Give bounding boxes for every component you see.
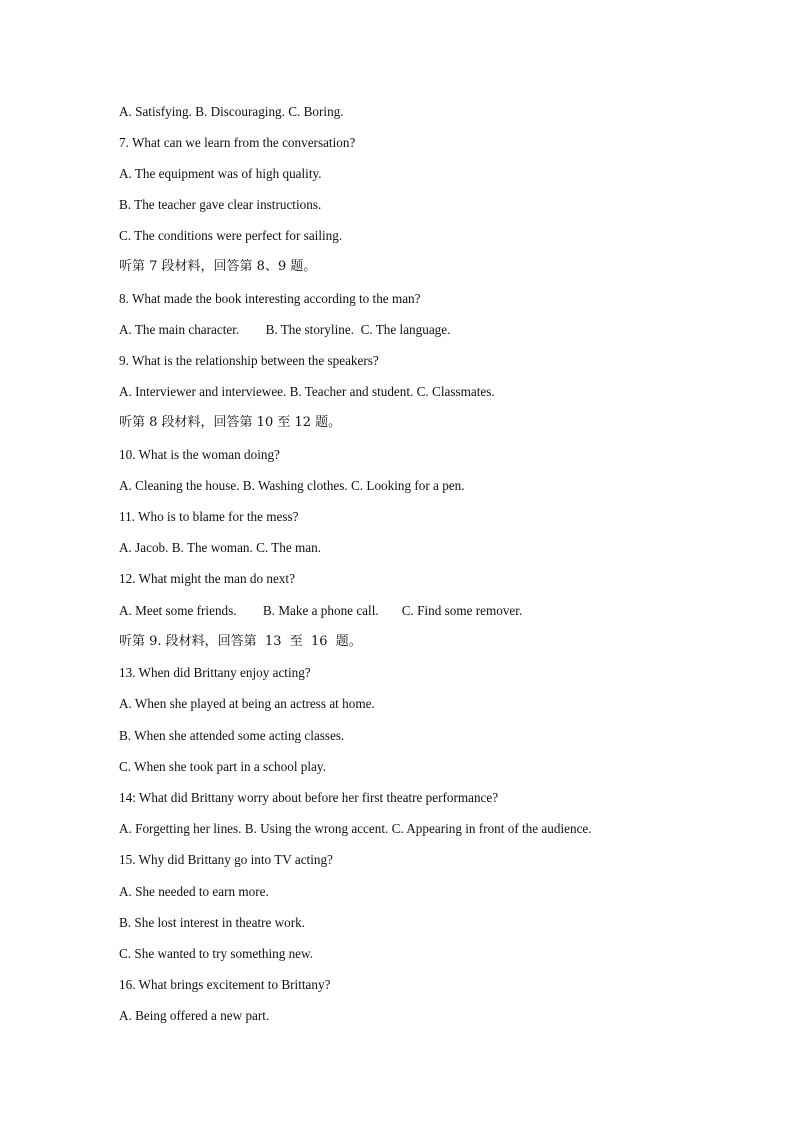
question-8: 8. What made the book interesting according to the man? <box>119 291 421 306</box>
option-15c: C. She wanted to try something new. <box>119 946 313 961</box>
question-14: 14: What did Brittany worry about before her first theatre performance? <box>119 790 499 805</box>
question-12: 12. What might the man do next? <box>119 571 295 586</box>
option-13a: A. When she played at being an actress at home. <box>119 696 375 711</box>
question-15: 15. Why did Brittany go into TV acting? <box>119 852 333 867</box>
option-7c: C. The conditions were perfect for sailing. <box>119 228 343 243</box>
question-16: 16. What brings excitement to Brittany? <box>119 977 331 992</box>
question-7: 7. What can we learn from the conversation? <box>119 135 356 150</box>
section-heading-7: 听第 7 段材料，回答第 8、9 题。 <box>119 259 317 274</box>
answer-options-q11: A. Jacob. B. The woman. C. The man. <box>119 540 322 555</box>
answer-options-q6: A. Satisfying. B. Discouraging. C. Boring. <box>119 104 344 119</box>
question-13: 13. When did Brittany enjoy acting? <box>119 665 311 680</box>
question-10: 10. What is the woman doing? <box>119 447 280 462</box>
answer-options-q14: A. Forgetting her lines. B. Using the wrong accent. C. Appearing in front of the audience. <box>119 821 592 836</box>
answer-options-q10: A. Cleaning the house. B. Washing clothes. C. Looking for a pen. <box>119 478 465 493</box>
answer-options-q8: A. The main character. B. The storyline. C. The language. <box>119 322 451 337</box>
answer-options-q9: A. Interviewer and interviewee. B. Teacher and student. C. Classmates. <box>119 384 495 399</box>
question-9: 9. What is the relationship between the speakers? <box>119 353 379 368</box>
option-15a: A. She needed to earn more. <box>119 884 269 899</box>
option-13b: B. When she attended some acting classes. <box>119 728 345 743</box>
section-heading-8: 听第 8 段材料，回答第 10 至 12 题。 <box>119 415 342 430</box>
option-15b: B. She lost interest in theatre work. <box>119 915 306 930</box>
section-heading-9: 听第 9. 段材料，回答第 13 至 16 题。 <box>119 634 362 649</box>
answer-options-q12: A. Meet some friends. B. Make a phone call. C. Find some remover. <box>119 603 523 618</box>
option-13c: C. When she took part in a school play. <box>119 759 326 774</box>
option-16a: A. Being offered a new part. <box>119 1008 270 1023</box>
question-11: 11. Who is to blame for the mess? <box>119 509 299 524</box>
option-7b: B. The teacher gave clear instructions. <box>119 197 322 212</box>
option-7a: A. The equipment was of high quality. <box>119 166 322 181</box>
